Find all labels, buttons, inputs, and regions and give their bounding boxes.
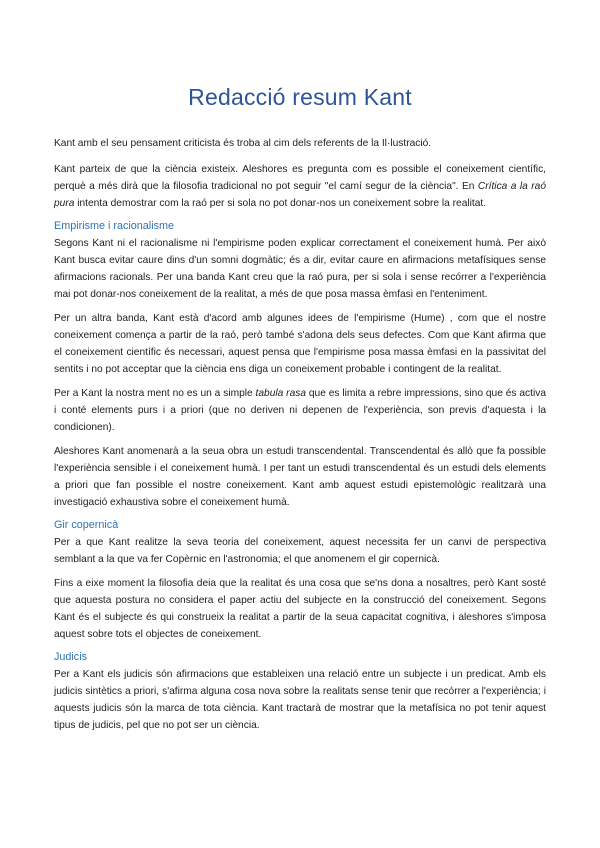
- gir-paragraph-1: Per a que Kant realitze la seva teoria del coneixement, aquest necessita fer un canvi de perspectiva semblant a la que va fer Copèrnic en l'astronomia; el que anomenem el gir copernicà.: [54, 537, 546, 565]
- empirisme-paragraph-1: Segons Kant ni el racionalisme ni l'empirisme poden explicar correctament el coneixement humà. Per això Kant busca evitar caure dins d'un somni dogmàtic; és a dir, evitar caure en afirmacions metafísiques sense afirmacions racionals. Per una banda Kant creu que la raó pura, per si sola i sense recórrer a l'experiència mai pot donar-nos coneixement de la realitat, a més de que posa massa èmfasi en l'enteniment.: [54, 238, 546, 300]
- empirisme-paragraph-2: Per un altra banda, Kant està d'acord amb algunes idees de l'empirisme (Hume) , com que el nostre coneixement comença a partir de la raó, però també s'adona dels seus defectes. Com que Kant afirma que el coneixement científic és necessari, aquest pensa que l'empirisme posa massa èmfasi en la passivitat del sentits i no pot acceptar que la ciència ens diga un coneixement probable i contingent de la realitat.: [54, 313, 546, 375]
- section-heading-gir-copernica: Gir copernicà: [54, 519, 119, 531]
- intro-paragraph-1: Kant amb el seu pensament criticista és troba al cim dels referents de la Il·lustració.: [54, 138, 432, 149]
- empirisme-paragraph-3: [54, 385, 546, 436]
- empirisme-p3-text-b: que es limita a rebre impressions, sino que és activa i conté elements purs i a priori (que no deriven ni depenen de l'experiència, son previs d'aquesta i la condicionen).: [54, 388, 546, 433]
- empirisme-p3-tabula-rasa: tabula rasa: [255, 388, 306, 399]
- section-heading-empirisme: Empirisme i racionalisme: [54, 220, 174, 232]
- intro-p2-book-title: Crítica a la raó pura: [54, 181, 546, 209]
- gir-paragraph-2: Fins a eixe moment la filosofia deia que la realitat és una cosa que se'ns dona a nosaltres, però Kant sosté que aquesta postura no considera el paper actiu del subjecte en la construcció del coneixement. Segons Kant és el subjecte és qui construeix la realitat a partir de la seua capacitat cognitiva, i aleshores s'imposa aquest sobre tots el objectes de coneixement.: [54, 578, 546, 640]
- intro-paragraph-2: [54, 161, 546, 212]
- intro-p2-text-b: intenta demostrar com la raó per si sola no pot donar-nos un coneixement sobre la realitat.: [74, 198, 487, 209]
- document-title: Redacció resum Kant: [188, 84, 412, 110]
- empirisme-p3-text-a: Per a Kant la nostra ment no es un a simple: [54, 388, 256, 399]
- document-page: [54, 84, 546, 741]
- empirisme-paragraph-4: Aleshores Kant anomenarà a la seua obra un estudi transcendental. Transcendental és allò que fa possible l'experiència sensible i el coneixement humà. I per tant un estudi transcendental és un estudi dels elements a priori que fan possible el nostre coneixement. Kant amb aquest estudi epistemològic realitzarà una investigació exhaustiva sobre el coneixement humà.: [54, 446, 546, 508]
- intro-p2-text-a: Kant parteix de que la ciència existeix. Aleshores es pregunta com es possible el coneixement científic, perquè a més dirà que la filosofia tradicional no pot seguir "el camí segur de la ciència". En: [54, 164, 546, 192]
- section-heading-judicis: Judicis: [54, 651, 88, 663]
- judicis-paragraph-1: Per a Kant els judicis són afirmacions que estableixen una relació entre un subjecte i un predicat. Amb els judicis sintètics a priori, s'afirma alguna cosa nova sobre la realitats sense tenir que recórrer a l'experiència; i aquests judicis són la marca de tota ciència. Kant tractarà de mostrar que la metafísica no pot tenir aquest tipus de judicis, pel que no pot ser un ciència.: [54, 669, 546, 731]
